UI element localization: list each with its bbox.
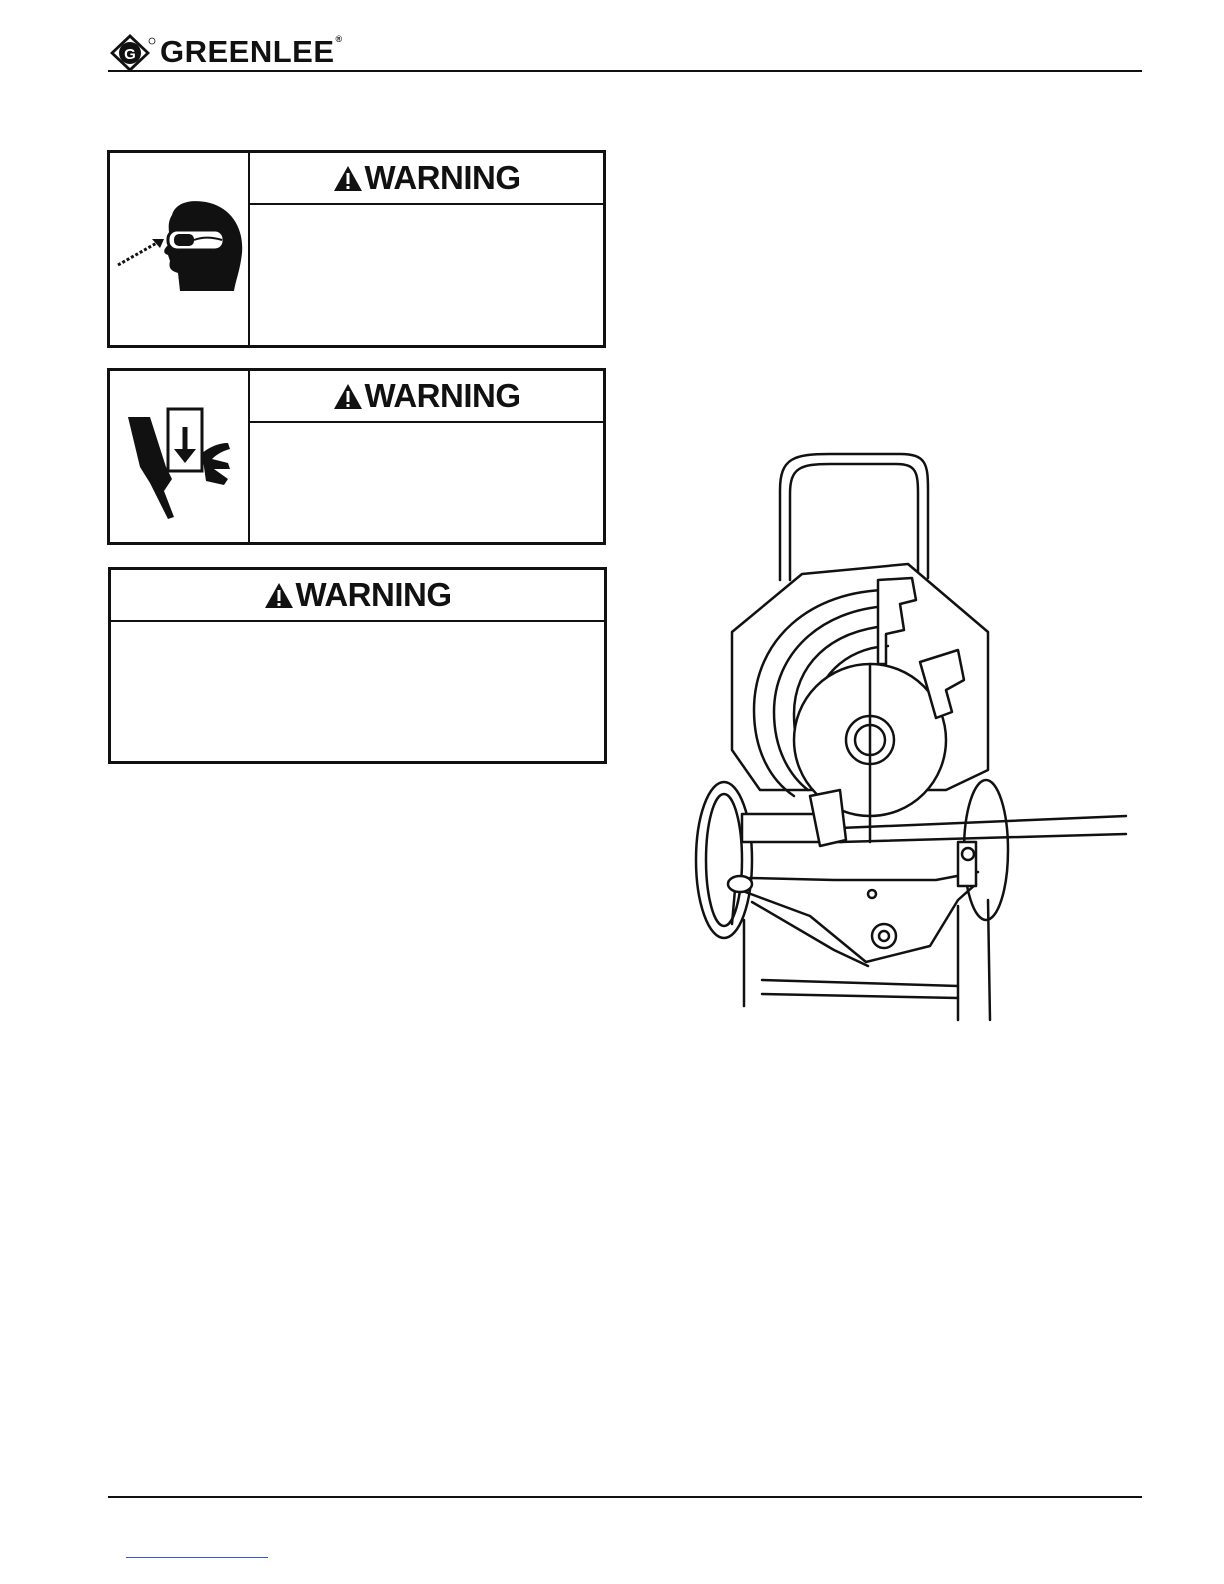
warning-title: WARNING — [364, 377, 521, 414]
warning-header — [111, 570, 604, 622]
warning-title: WARNING — [295, 576, 452, 613]
warning-header — [250, 371, 603, 423]
crush-hazard-icon — [110, 371, 248, 542]
electric-conduit-bender-illustration — [690, 450, 1130, 1025]
icon-cell — [110, 153, 250, 345]
warning-header — [250, 153, 603, 205]
brand-name: GREENLEE® — [160, 34, 343, 69]
alert-triangle-icon — [333, 165, 363, 192]
alert-triangle-icon — [264, 582, 294, 609]
alert-triangle-icon — [333, 383, 363, 410]
warning-box-eye-protection — [107, 150, 606, 348]
warning-box-general — [108, 567, 607, 764]
logo-letter: G — [124, 46, 136, 63]
warning-box-crush-hazard — [107, 368, 606, 545]
footer-rule — [108, 1496, 1142, 1498]
warning-title: WARNING — [364, 159, 521, 196]
icon-cell — [110, 371, 250, 542]
eye-protection-icon — [110, 153, 248, 345]
header-rule — [108, 70, 1142, 72]
footer-link-underline[interactable] — [126, 1557, 268, 1558]
